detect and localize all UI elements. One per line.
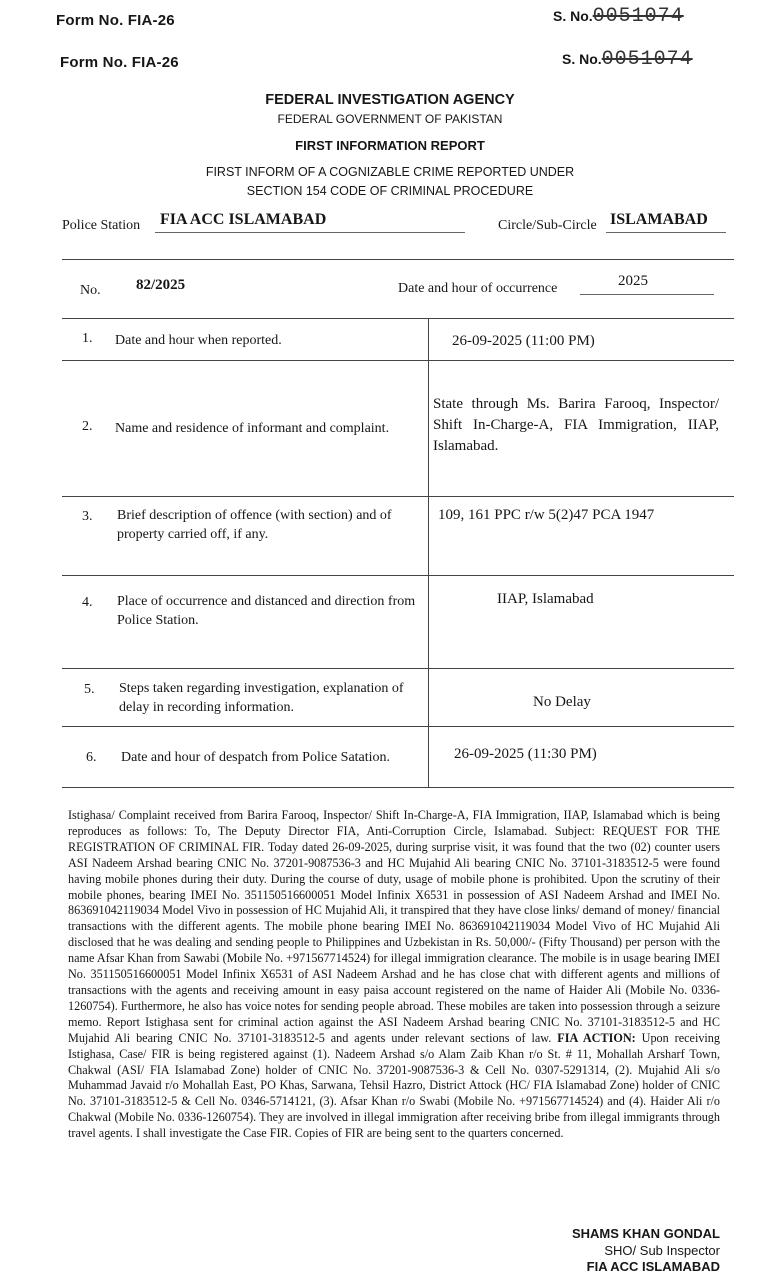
serial-number-lower bbox=[562, 48, 693, 71]
narrative-part-2: Upon receiving Istighasa, Case/ FIR is being registered against (1). Nadeem Arshad s/o Alam Zaib Khan r/o St. # 11, Mohallah Arsharf Town, Chakwal (ASI/ FIA Islamabad Zone) holder of CNIC No. 37201-9087536-3 & Cell No. 0307-5291314, (2). Mujahid Ali s/o Muhammad Javaid r/o Mohallah East, PO Khas, Sarwana, Tehsil Hazro, District Attock (HC/ FIA Islamabad Zone) holder of CNIC No. 37101-3183512-5 & Cell No. 0346-5714121, (3). Afsar Khan r/o Swabi (Mobile No. +971567714524) and (4). Haider Ali r/o Chakwal (Mobile No. 0336-1260754). They are involved in illegal immigration after receiving bribe from illegal immigrants through travel agents. I shall investigate the Case FIR. Copies of FIR are being sent to the quarters concerned. bbox=[68, 1030, 720, 1141]
row-1-value: 26-09-2025 (11:00 PM) bbox=[452, 333, 595, 349]
serial-label: S. No. bbox=[562, 51, 602, 67]
form-number-lower: Form No. FIA-26 bbox=[60, 54, 179, 71]
row-1-number: 1. bbox=[82, 331, 93, 346]
row-5-value: No Delay bbox=[533, 694, 591, 710]
row-5-label: Steps taken regarding investigation, explanation of delay in recording information. bbox=[119, 681, 404, 715]
form-number-upper: Form No. FIA-26 bbox=[56, 12, 175, 29]
fia-action-label: FIA ACTION: bbox=[557, 1030, 636, 1045]
circle-value: ISLAMABAD bbox=[610, 211, 708, 228]
subtitle-line-1: FIRST INFORM OF A COGNIZABLE CRIME REPORTED UNDER bbox=[205, 165, 575, 179]
row-2-value: State through Ms. Barira Farooq, Inspector/ Shift In-Charge-A, FIA Immigration, IIAP, Islamabad. bbox=[433, 396, 719, 454]
row-4-label: Place of occurrence and distanced and direction from Police Station. bbox=[117, 594, 416, 628]
police-station-label: Police Station bbox=[62, 218, 141, 233]
signatory-designation: SHO/ Sub Inspector bbox=[604, 1243, 720, 1258]
row-2-number: 2. bbox=[82, 419, 93, 434]
serial-number-upper bbox=[553, 5, 684, 28]
serial-number: 0051074 bbox=[601, 48, 693, 71]
row-3-number: 3. bbox=[82, 509, 93, 524]
occurrence-value: 2025 bbox=[618, 273, 648, 289]
row-6-label: Date and hour of despatch from Police Satation. bbox=[121, 750, 391, 765]
agency-heading: FEDERAL INVESTIGATION AGENCY bbox=[265, 92, 515, 108]
signatory-name: SHAMS KHAN GONDAL bbox=[571, 1226, 720, 1241]
complaint-narrative bbox=[68, 808, 720, 1142]
no-label: No. bbox=[80, 283, 101, 298]
narrative-part-1: Istighasa/ Complaint received from Barira Farooq, Inspector/ Shift In-Charge-A, FIA Immigration, IIAP, Islamabad which is being reproduces as follows: To, The Deputy Director FIA, Anti-Corruption Circle, Islamabad. Subject: REQUEST FOR THE REGISTRATION OF CRIMINAL FIR. Today dated 26-09-2025, during surprise visit, it was found that the two (02) counter users ASI Nadeem Arshad bearing CNIC No. 37201-9087536-3 and HC Mujahid Ali bearing CNIC No. 37101-3183512-5 were found having mobile phones during their duty. During the course of duty, usage of mobile phone is prohibited. Upon the scrutiny of their mobile phones, bearing IMEI No. 351150516600051 Model Infinix X6531 in possession of ASI Nadeem Arshad and IMEI No. 863691042119034 Model Vivo in possession of HC Mujahid Ali, it transpired that they have close links/ demand of money/ financial transactions with the different agents. The mobile phone bearing IMEI No. 863691042119034 Model Vivo of HC Mujahid Ali disclosed that he was dealing and sending people to Philippines and Uzbekistan in Rs. 50,000/- (Fifty Thousand) per person with the name Afsar Khan from Sawabi (Mobile No. +971567714524) for illegal immigration clearance. The mobile is in usage bearing IMEI No. 351150516600051 Model Infinix X6531 of ASI Nadeem Arshad and he has close chat with different agents and millions of transactions with the agents and receiving amount in easy paisa account registered on the name of Haider Ali (Mobile No. 0336-1260754). Furthermore, he also has voice notes for sending people abroad. These mobiles are taken into possession through a seizure memo. Report Istighasa sent for criminal action against the ASI Nadeem Arshad bearing CNIC No. 37101-3183512-5 and HC Mujahid Ali bearing CNIC No. 37101-3183512-5 and agents under relevant sections of law. bbox=[68, 808, 720, 1045]
form-top-rule bbox=[62, 259, 734, 260]
table-bottom-rule bbox=[62, 787, 734, 788]
police-station-value: FIA ACC ISLAMABAD bbox=[160, 211, 327, 228]
row-5-number: 5. bbox=[84, 682, 95, 697]
row-6-number: 6. bbox=[86, 750, 97, 765]
government-heading: FEDERAL GOVERNMENT OF PAKISTAN bbox=[277, 112, 503, 126]
subtitle-line-2: SECTION 154 CODE OF CRIMINAL PROCEDURE bbox=[246, 184, 534, 198]
row-3-value: 109, 161 PPC r/w 5(2)47 PCA 1947 bbox=[438, 507, 655, 523]
row-6-value: 26-09-2025 (11:30 PM) bbox=[454, 746, 597, 762]
table-top-rule bbox=[62, 318, 734, 319]
report-title: FIRST INFORMATION REPORT bbox=[295, 138, 485, 153]
row-4-number: 4. bbox=[82, 595, 93, 610]
signatory-office: FIA ACC ISLAMABAD bbox=[586, 1259, 720, 1274]
row-1-label: Date and hour when reported. bbox=[115, 333, 282, 348]
occurrence-label: Date and hour of occurrence bbox=[398, 281, 558, 296]
fir-number: 82/2025 bbox=[136, 277, 186, 293]
serial-label: S. No. bbox=[553, 8, 593, 24]
row-2-label: Name and residence of informant and complaint. bbox=[115, 421, 390, 436]
row-4-value: IIAP, Islamabad bbox=[497, 591, 594, 607]
serial-number: 0051074 bbox=[592, 5, 684, 28]
row-3-label: Brief description of offence (with section) and of property carried off, if any. bbox=[117, 508, 392, 542]
circle-label: Circle/Sub-Circle bbox=[498, 218, 597, 233]
table-column-divider bbox=[428, 318, 429, 788]
